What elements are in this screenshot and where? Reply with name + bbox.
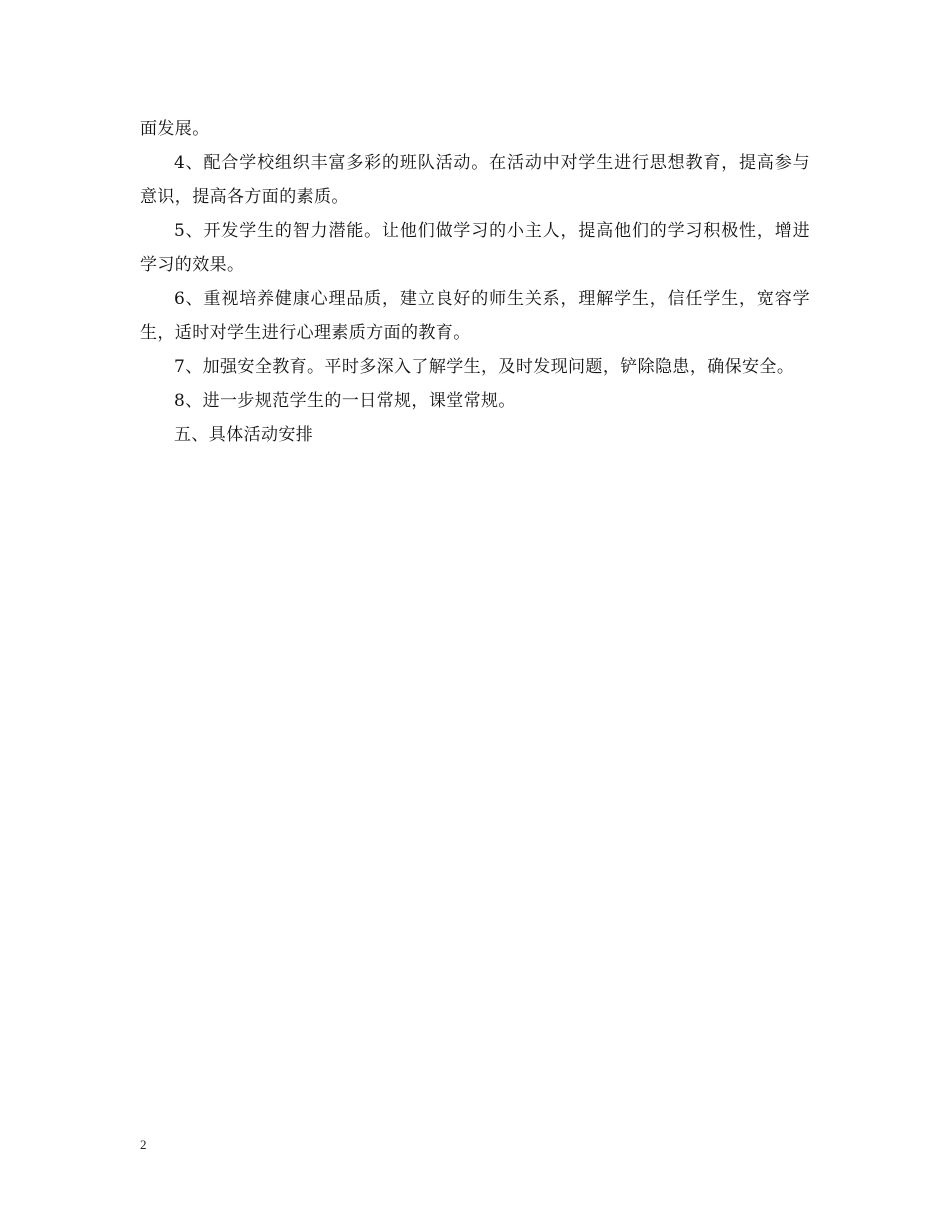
page-number: 2	[140, 1137, 147, 1152]
paragraph-item-5: 5、开发学生的智力潜能。让他们做学习的小主人，提高他们的学习积极性，增进学习的效果。	[140, 221, 810, 275]
document-body	[140, 112, 810, 452]
paragraph-item-8: 8、进一步规范学生的一日常规，课堂常规。	[174, 391, 516, 411]
paragraph-item-7: 7、加强安全教育。平时多深入了解学生，及时发现问题，铲除隐患，确保安全。	[174, 357, 795, 377]
section-heading-activities: 五、具体活动安排	[174, 425, 314, 445]
paragraph-item-6: 6、重视培养健康心理品质，建立良好的师生关系，理解学生，信任学生，宽容学生，适时对学生进行心理素质方面的教育。	[140, 289, 810, 343]
paragraph-continuation: 面发展。	[140, 119, 210, 139]
paragraph-item-4: 4、配合学校组织丰富多彩的班队活动。在活动中对学生进行思想教育，提高参与意识，提高各方面的素质。	[140, 153, 810, 207]
